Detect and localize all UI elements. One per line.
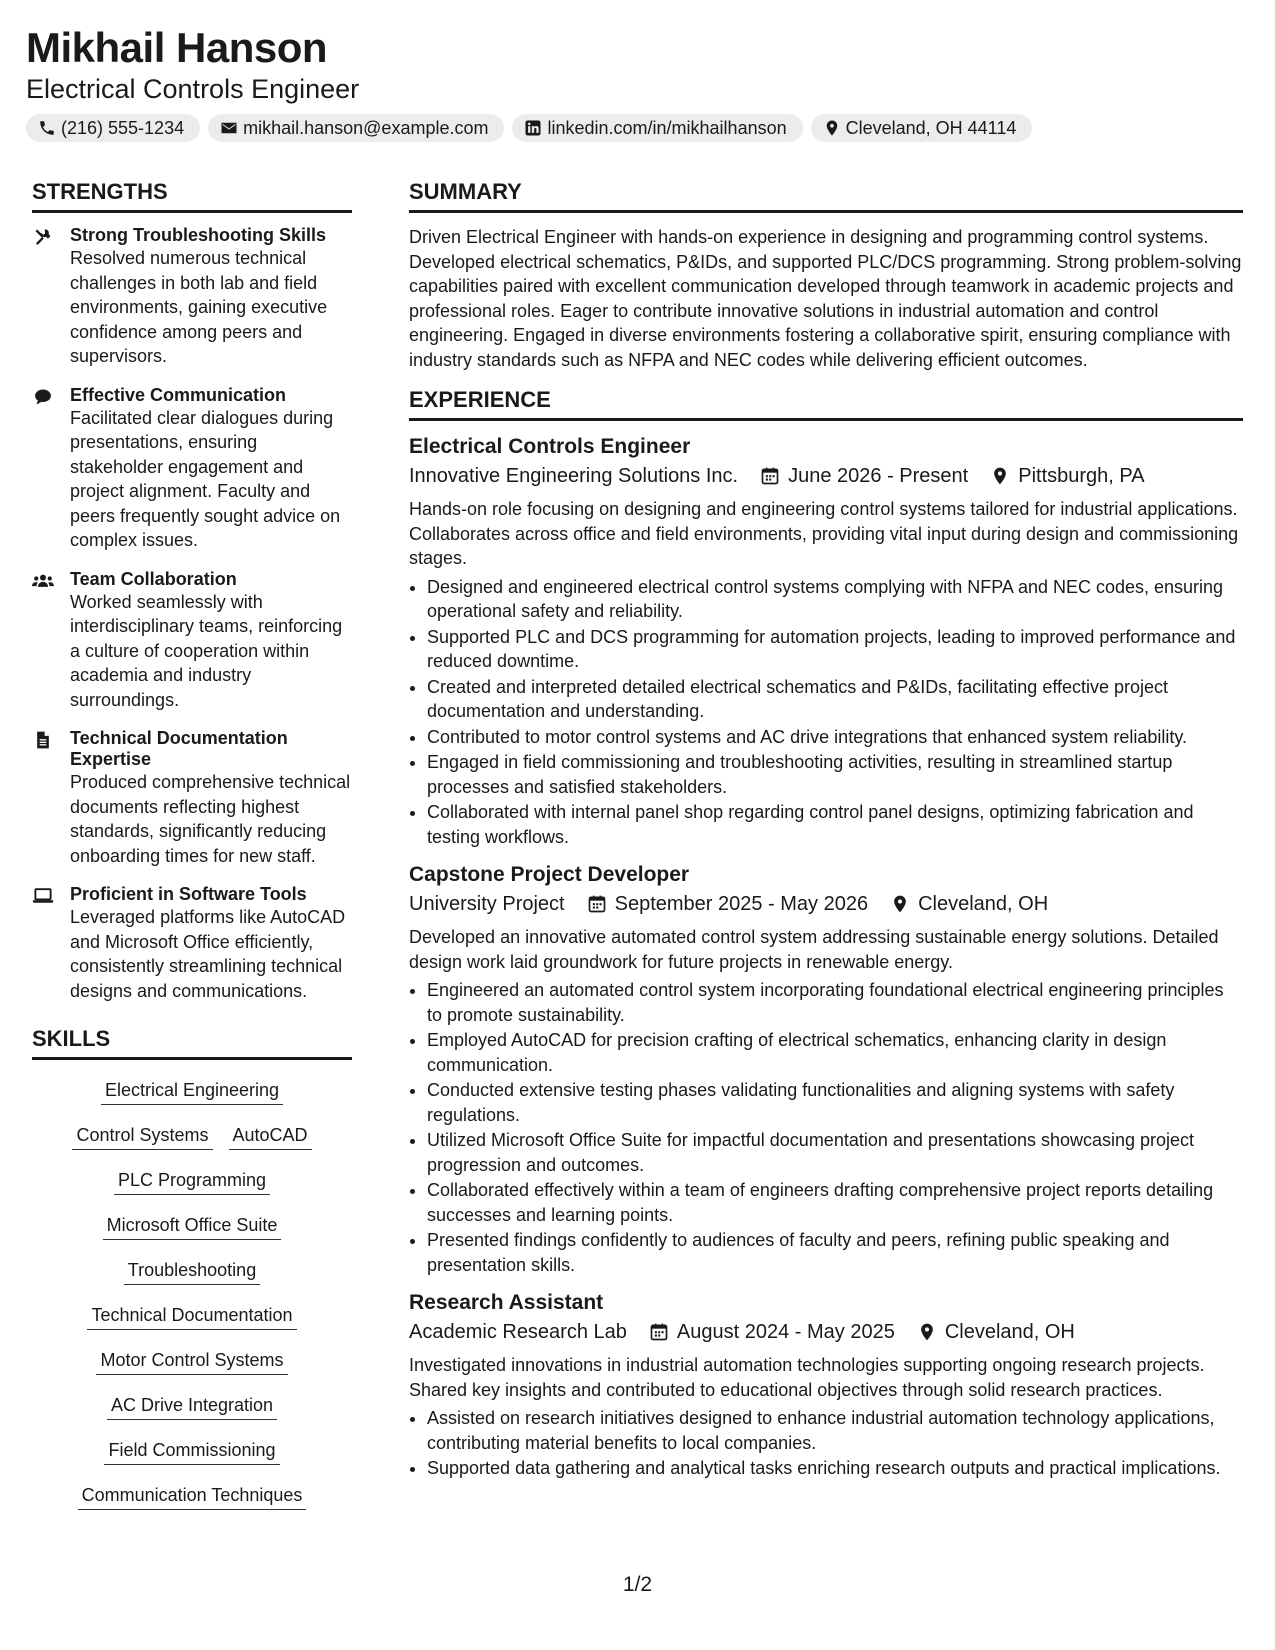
envelope-icon [220,119,238,137]
candidate-name: Mikhail Hanson [26,24,328,71]
job-bullets [409,978,1243,1277]
job-title: Research Assistant [409,1291,604,1314]
job-meta [409,889,1243,919]
skill-tag: Control Systems [72,1123,212,1150]
contact-phone[interactable] [26,114,200,142]
summary-text: Driven Electrical Engineer with hands-on experience in designing and programming control systems. Developed electrical schematics, P&IDs, and supported PLC/DCS programming. Strong problem-solving capabilities paired with excellent communication developed through teamwork in academic projects and professional roles. Eager to contribute innovative solutions in industrial automation and control engineering. Engaged in diverse environments fostering a collaborative spirit, ensuring compliance with industry standards such as NFPA and NEC codes while delivering efficient outcomes. [409,227,1242,370]
contact-email-text: mikhail.hanson@example.com [243,117,489,138]
strength-item [32,225,352,369]
strengths-heading: STRENGTHS [32,178,352,213]
strength-desc: Leveraged platforms like AutoCAD and Microsoft Office efficiently, consistently streamlining technical designs and communications. [70,907,346,1001]
job-title: Capstone Project Developer [409,863,690,886]
job-entry [409,1289,1243,1481]
map-pin-icon [917,1322,937,1342]
contact-location-text: Cleveland, OH 44114 [845,117,1017,138]
job-bullet: • Designed and engineered electrical control systems complying with NFPA and NEC codes, ensuring operational safety and reliability. [427,575,1243,624]
job-description: Developed an innovative automated control system addressing sustainable energy solutions. Detailed design work laid groundwork for future projects in renewable energy. [409,927,1219,972]
job-bullet: • Collaborated with internal panel shop regarding control panel designs, optimizing fabrication and testing workflows. [427,800,1243,849]
skill-tag: Motor Control Systems [96,1348,287,1375]
job-description: Investigated innovations in industrial automation technologies supporting ongoing research projects. Shared key insights and contributed to educational objectives through solid research practices. [409,1355,1205,1400]
strength-item [32,884,352,1003]
job-company: University Project [409,893,565,915]
job-bullet: • Employed AutoCAD for precision crafting of electrical schematics, enhancing clarity in design communication. [427,1028,1243,1077]
job-location: Cleveland, OH [944,1321,1075,1343]
job-bullet: • Engineered an automated control system incorporating foundational electrical engineering principles to promote sustainability. [427,978,1243,1027]
job-company: Academic Research Lab [409,1321,627,1343]
job-bullet: • Engaged in field commissioning and troubleshooting activities, resulting in streamlined startup processes and satisfied stakeholders. [427,750,1243,799]
contact-linkedin-text: linkedin.com/in/mikhailhanson [547,117,787,138]
strength-item [32,569,352,713]
skill-tag: Communication Techniques [78,1483,307,1510]
left-column [32,178,352,1528]
job-bullet: • Supported PLC and DCS programming for automation projects, leading to improved performance and reduced downtime. [427,625,1243,674]
contact-location [811,114,1033,142]
job-bullet: • Contributed to motor control systems and AC drive integrations that enhanced system reliability. [427,725,1243,750]
job-dates: August 2024 - May 2025 [676,1321,895,1343]
strength-desc: Produced comprehensive technical documents reflecting highest standards, significantly reducing onboarding times for new staff. [70,772,351,866]
tools-icon [32,227,54,247]
job-dates: June 2026 - Present [788,465,969,487]
calendar-icon [587,894,607,914]
skill-tag: Electrical Engineering [101,1078,283,1105]
summary-heading: SUMMARY [409,178,1243,213]
users-icon [32,571,54,591]
strength-title: Technical Documentation Expertise [70,728,288,769]
strength-item [32,728,352,868]
job-bullets [409,575,1243,850]
job-bullet: • Supported data gathering and analytical tasks enriching research outputs and practical implications. [427,1456,1243,1481]
map-pin-icon [990,466,1010,486]
strength-item [32,385,352,553]
skill-tag: AC Drive Integration [107,1393,277,1420]
job-meta [409,461,1243,491]
job-title: Electrical Controls Engineer [409,435,691,458]
skill-tag: Troubleshooting [124,1258,260,1285]
skills-list [32,1072,352,1528]
linkedin-icon [524,119,542,137]
map-pin-icon [890,894,910,914]
contact-email[interactable] [208,114,504,142]
strength-title: Effective Communication [70,384,287,405]
skills-heading: SKILLS [32,1025,352,1060]
strength-desc: Facilitated clear dialogues during presentations, ensuring stakeholder engagement and project alignment. Faculty and peers frequently sought advice on complex issues. [70,407,341,550]
calendar-icon [760,466,780,486]
job-location: Pittsburgh, PA [1018,465,1145,487]
job-description: Hands-on role focusing on designing and engineering control systems tailored for industrial applications. Collaborates across office and field environments, providing vital input during design and commissioning stages. [409,499,1239,568]
skill-tag: Technical Documentation [87,1303,296,1330]
contact-bar [26,114,1249,142]
resume-header [26,22,1249,142]
page-number: 1/2 [622,1573,653,1596]
skill-tag: PLC Programming [114,1168,270,1195]
right-column [409,178,1243,1493]
contact-linkedin[interactable] [512,114,802,142]
document-icon [32,730,54,750]
strength-desc: Worked seamlessly with interdisciplinary teams, reinforcing a culture of cooperation within academia and industry surroundings. [70,591,343,710]
job-bullet: • Collaborated effectively within a team of engineers drafting comprehensive project reports detailing successes and learning points. [427,1178,1243,1227]
strength-title: Strong Troubleshooting Skills [70,225,327,245]
job-dates: September 2025 - May 2026 [614,893,869,915]
job-entry [409,861,1243,1277]
chat-bubble-icon [32,387,54,407]
strength-title: Proficient in Software Tools [70,884,307,904]
job-bullet: • Assisted on research initiatives designed to enhance industrial automation technology applications, contributing material benefits to local companies. [427,1406,1243,1455]
job-bullets [409,1406,1243,1481]
laptop-icon [32,886,54,906]
contact-phone-text: (216) 555-1234 [61,117,185,138]
skill-tag: Microsoft Office Suite [103,1213,282,1240]
candidate-title: Electrical Controls Engineer [26,74,360,104]
strength-desc: Resolved numerous technical challenges in both lab and field environments, gaining executive confidence among peers and supervisors. [70,248,328,366]
skill-tag: AutoCAD [229,1123,312,1150]
calendar-icon [649,1322,669,1342]
job-bullet: • Presented findings confidently to audiences of faculty and peers, refining public speaking and presentation skills. [427,1228,1243,1277]
skill-tag: Field Commissioning [104,1438,279,1465]
phone-icon [38,119,56,137]
job-location: Cleveland, OH [918,893,1049,915]
job-bullet: • Utilized Microsoft Office Suite for impactful documentation and presentations showcasing project progression and outcomes. [427,1128,1243,1177]
experience-heading: EXPERIENCE [409,386,1243,421]
strength-title: Team Collaboration [70,568,237,589]
map-pin-icon [823,119,841,137]
job-entry [409,433,1243,849]
job-meta [409,1317,1243,1347]
job-bullet: • Conducted extensive testing phases validating functionalities and aligning systems with safety regulations. [427,1078,1243,1127]
job-bullet: • Created and interpreted detailed electrical schematics and P&IDs, facilitating effective project documentation and understanding. [427,675,1243,724]
job-company: Innovative Engineering Solutions Inc. [409,465,739,487]
